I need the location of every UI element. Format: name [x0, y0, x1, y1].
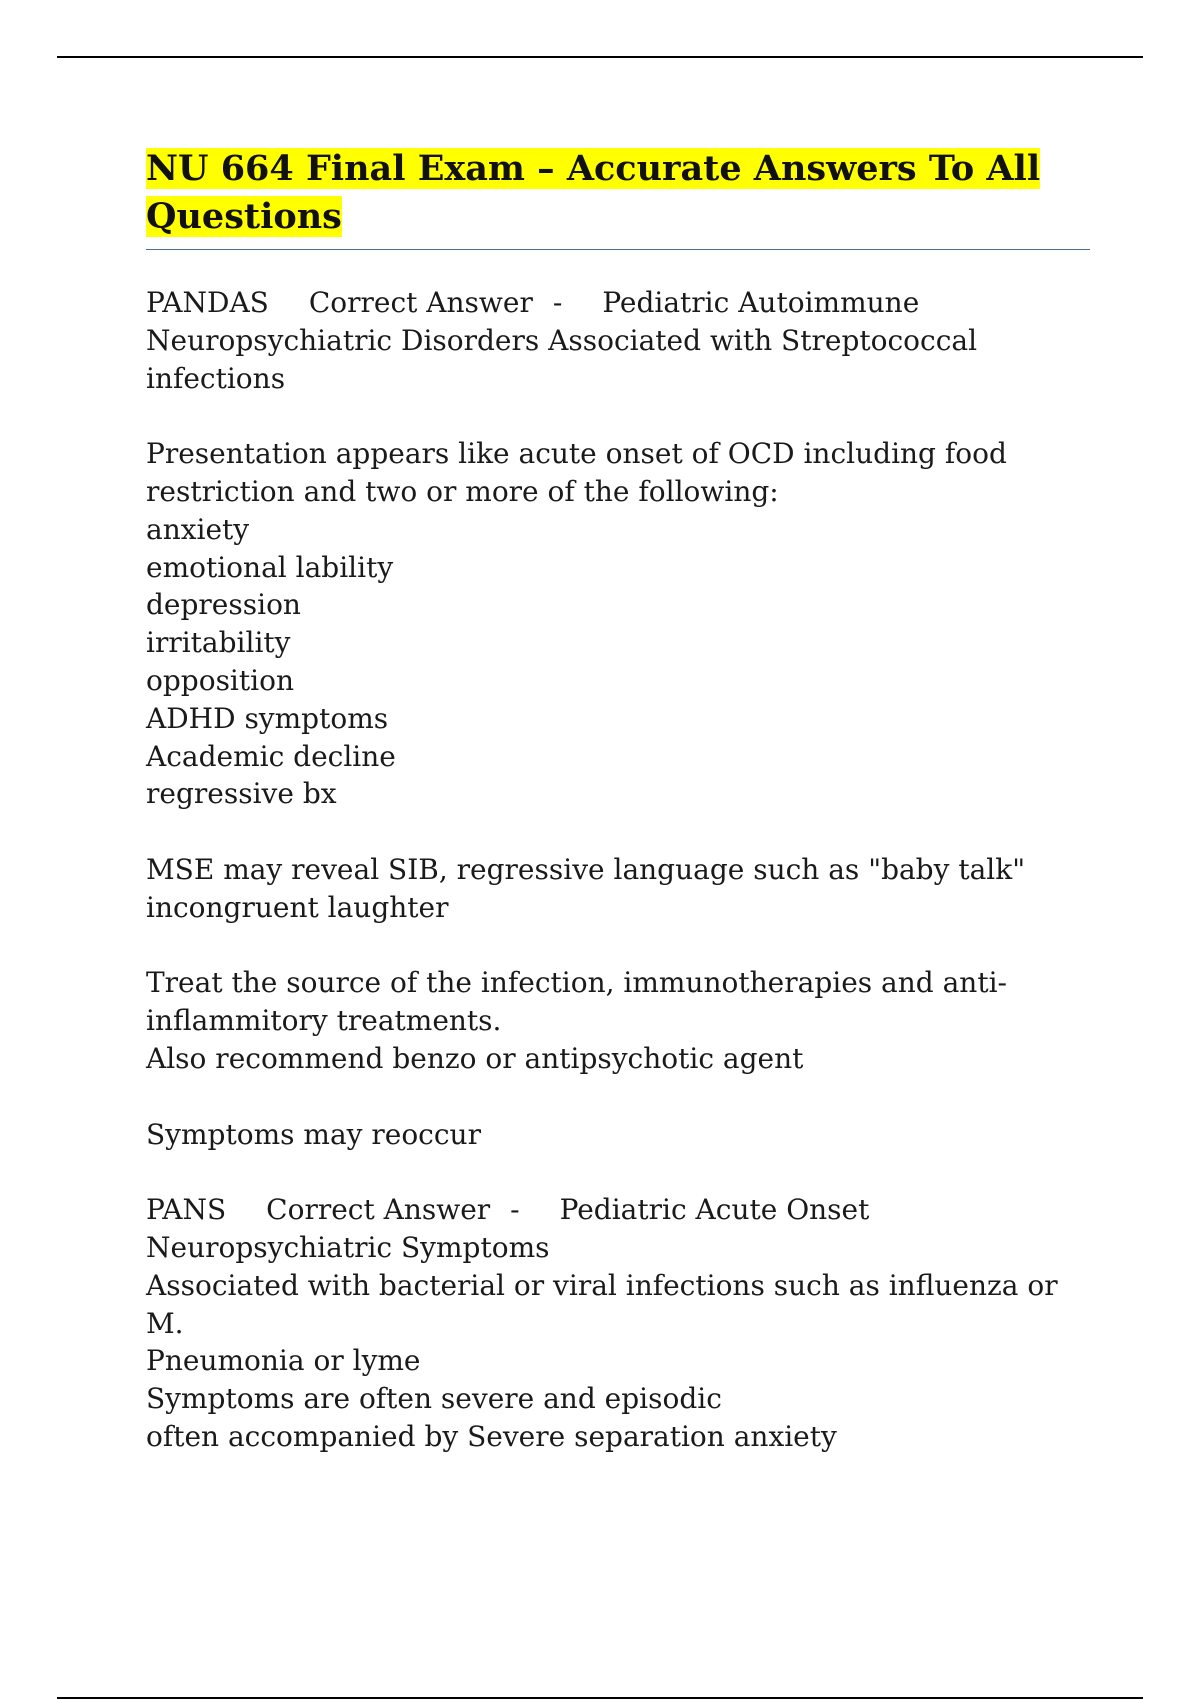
q2-dash: -	[510, 1193, 520, 1227]
q2-line3: Associated with bacterial or viral infections such as influenza or M.	[146, 1268, 1067, 1340]
title-highlight: NU 664 Final Exam – Accurate Answers To All Questions	[146, 148, 1041, 237]
q2-line4: Pneumonia or lyme	[146, 1344, 421, 1378]
page-title	[146, 145, 1090, 241]
q1-marker: Correct Answer	[308, 286, 533, 319]
q1-dash: -	[552, 286, 563, 319]
header-rule	[57, 56, 1143, 58]
q1-answer-line2: Neuropsychiatric Disorders Associated with Streptococcal infections	[146, 323, 986, 395]
q2-header-line	[146, 1191, 1090, 1229]
q2-line6: often accompanied by Severe separation anxiety	[146, 1419, 837, 1453]
q1-presentation-line1: Presentation appears like acute onset of OCD including food	[146, 437, 1007, 471]
q2-line5: Symptoms are often severe and episodic	[146, 1382, 722, 1416]
q2-answer-line1: Pediatric Acute Onset	[559, 1193, 870, 1227]
q2-term: PANS	[146, 1193, 227, 1227]
symptom-item: depression	[146, 588, 301, 622]
symptom-item: ADHD symptoms	[146, 701, 389, 735]
title-underline	[146, 249, 1090, 250]
symptom-item: regressive bx	[146, 777, 337, 811]
q1-header-line	[146, 284, 1090, 322]
q1-presentation-line2: restriction and two or more of the following:	[146, 474, 779, 508]
q1-treat-line3: Also recommend benzo or antipsychotic agent	[146, 1041, 804, 1075]
symptom-item: irritability	[146, 626, 291, 660]
document-body	[146, 145, 1090, 1456]
q1-mse-line2: incongruent laughter	[146, 890, 449, 924]
symptom-item: emotional lability	[146, 550, 394, 584]
symptom-item: anxiety	[146, 512, 250, 546]
symptom-item: Academic decline	[146, 739, 396, 773]
q1-mse-line1: MSE may reveal SIB, regressive language such as "baby talk"	[146, 852, 1026, 886]
q1-treat-line1: Treat the source of the infection, immunotherapies and anti-	[146, 966, 1007, 1000]
q1-reoccur: Symptoms may reoccur	[146, 1117, 481, 1151]
q1-treat-line2: inflammitory treatments.	[146, 1004, 502, 1038]
q1-term: PANDAS	[146, 286, 269, 319]
footer-rule	[57, 1697, 1143, 1699]
q1-answer-line1: Pediatric Autoimmune	[602, 286, 920, 319]
q2-marker: Correct Answer	[266, 1193, 491, 1227]
symptom-item: opposition	[146, 663, 294, 697]
q2-answer-line2: Neuropsychiatric Symptoms	[146, 1230, 550, 1264]
